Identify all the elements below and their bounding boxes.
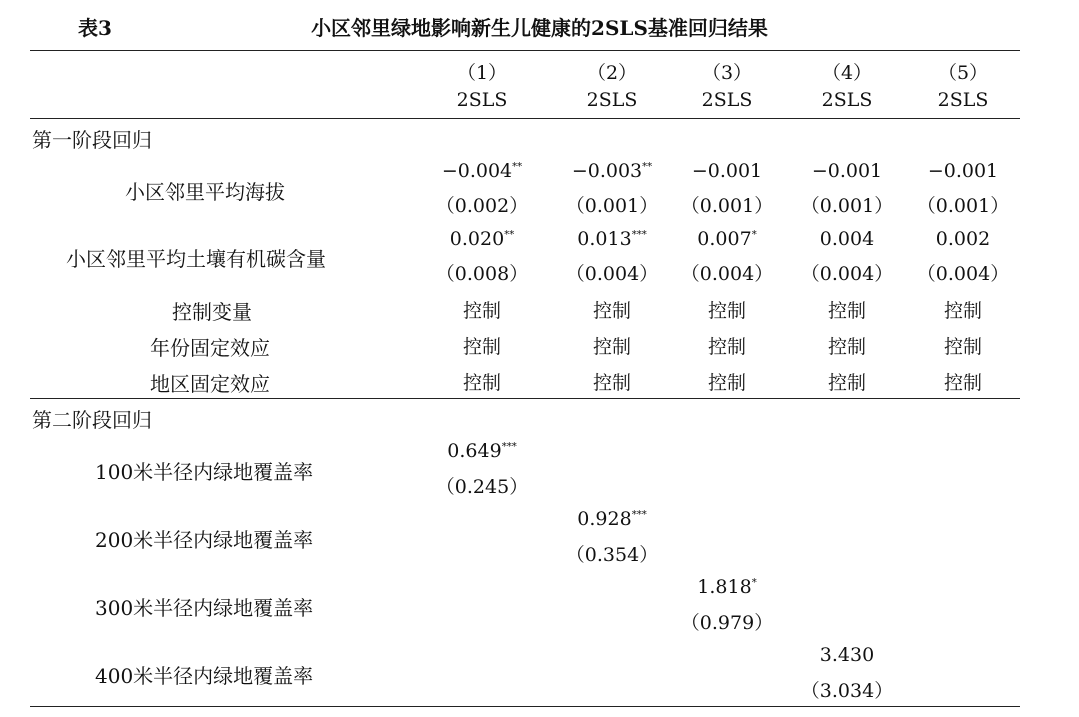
control-cell: 控制 [462, 336, 501, 358]
coefficient-cell: 0.649*** [447, 440, 517, 462]
standard-error-cell: （3.034） [800, 680, 894, 702]
standard-error-cell: （0.002） [435, 195, 529, 217]
standard-error-cell: （0.008） [435, 263, 529, 285]
standard-error-cell: （0.979） [680, 612, 774, 634]
coefficient-cell: 0.928*** [577, 508, 647, 530]
standard-error-cell: （0.001） [680, 195, 774, 217]
significance-stars: *** [631, 229, 647, 241]
column-method: 2SLS [701, 89, 753, 111]
row-label: 400米半径内绿地覆盖率 [95, 664, 314, 688]
control-cell: 控制 [707, 300, 746, 322]
top-rule [30, 50, 1020, 51]
column-method: 2SLS [456, 89, 508, 111]
section-title-stage1: 第一阶段回归 [32, 128, 152, 152]
control-cell: 控制 [592, 372, 631, 394]
standard-error-cell: （0.004） [565, 263, 659, 285]
row-label: 小区邻里平均海拔 [125, 180, 285, 204]
row-label: 年份固定效应 [150, 336, 270, 360]
standard-error-cell: （0.004） [800, 263, 894, 285]
control-cell: 控制 [943, 300, 982, 322]
row-label: 控制变量 [172, 300, 252, 324]
significance-stars: *** [631, 509, 647, 521]
control-cell: 控制 [592, 300, 631, 322]
standard-error-cell: （0.354） [565, 544, 659, 566]
coefficient-cell: 1.818* [697, 576, 757, 598]
control-cell: 控制 [827, 372, 866, 394]
row-label: 200米半径内绿地覆盖率 [95, 528, 314, 552]
column-method: 2SLS [586, 89, 638, 111]
control-cell: 控制 [827, 300, 866, 322]
table-label: 表3 [78, 16, 112, 40]
significance-stars: ** [504, 229, 515, 241]
standard-error-cell: （0.001） [800, 195, 894, 217]
coefficient-cell: 3.430 [819, 644, 875, 666]
header-rule [30, 118, 1020, 119]
row-label: 300米半径内绿地覆盖率 [95, 596, 314, 620]
control-cell: 控制 [943, 336, 982, 358]
column-number: （5） [937, 62, 989, 84]
coefficient-cell: 0.002 [935, 228, 991, 250]
coefficient-cell: −0.001 [927, 160, 999, 182]
table-title: 小区邻里绿地影响新生儿健康的2SLS基准回归结果 [311, 16, 768, 40]
column-method: 2SLS [821, 89, 873, 111]
control-cell: 控制 [707, 336, 746, 358]
row-label: 100米半径内绿地覆盖率 [95, 460, 314, 484]
control-cell: 控制 [827, 336, 866, 358]
control-cell: 控制 [592, 336, 631, 358]
column-number: （1） [456, 62, 508, 84]
significance-stars: * [751, 229, 757, 241]
column-method: 2SLS [937, 89, 989, 111]
control-cell: 控制 [707, 372, 746, 394]
significance-stars: ** [512, 161, 523, 173]
coefficient-cell: −0.001 [691, 160, 763, 182]
standard-error-cell: （0.001） [916, 195, 1010, 217]
bottom-rule [30, 706, 1020, 707]
coefficient-cell: 0.004 [819, 228, 875, 250]
column-number: （2） [586, 62, 638, 84]
coefficient-cell: 0.013*** [577, 228, 647, 250]
column-number: （4） [821, 62, 873, 84]
coefficient-cell: −0.004** [441, 160, 523, 182]
significance-stars: * [751, 577, 757, 589]
standard-error-cell: （0.004） [680, 263, 774, 285]
coefficient-cell: 0.007* [697, 228, 757, 250]
coefficient-cell: 0.020** [449, 228, 515, 250]
control-cell: 控制 [462, 372, 501, 394]
row-label: 小区邻里平均土壤有机碳含量 [66, 247, 326, 271]
standard-error-cell: （0.001） [565, 195, 659, 217]
control-cell: 控制 [943, 372, 982, 394]
column-number: （3） [701, 62, 753, 84]
section-title-stage2: 第二阶段回归 [32, 408, 152, 432]
control-cell: 控制 [462, 300, 501, 322]
section-rule [30, 398, 1020, 399]
significance-stars: ** [642, 161, 653, 173]
coefficient-cell: −0.001 [811, 160, 883, 182]
significance-stars: *** [501, 441, 517, 453]
standard-error-cell: （0.245） [435, 476, 529, 498]
row-label: 地区固定效应 [150, 372, 270, 396]
standard-error-cell: （0.004） [916, 263, 1010, 285]
coefficient-cell: −0.003** [571, 160, 653, 182]
